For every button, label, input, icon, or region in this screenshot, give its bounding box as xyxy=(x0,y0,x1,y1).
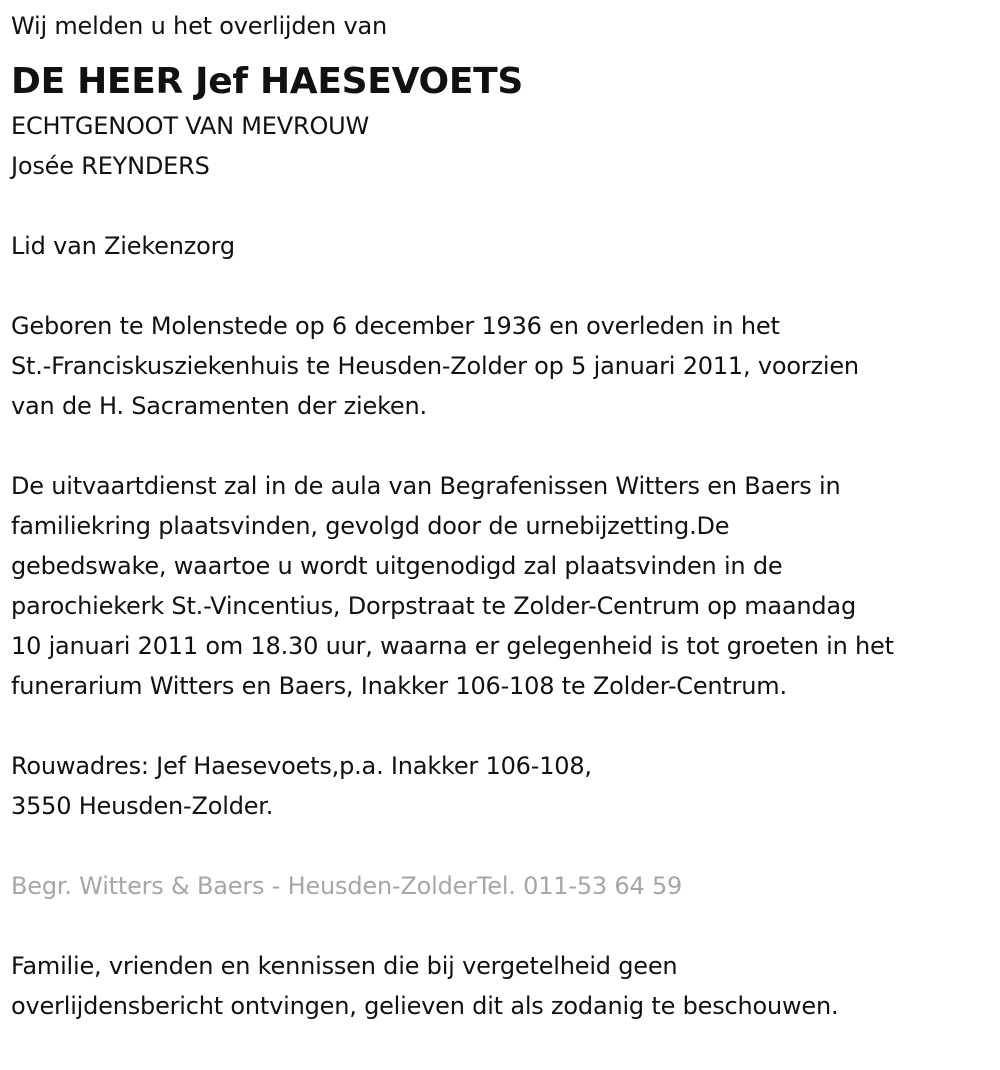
paragraph-line: De uitvaartdienst zal in de aula van Begrafenissen Witters en Baers in xyxy=(11,472,841,500)
closing-paragraph xyxy=(11,946,1000,1026)
paragraph-line: Familie, vrienden en kennissen die bij vergetelheid geen xyxy=(11,952,678,980)
paragraph-line: gebedswake, waartoe u wordt uitgenodigd zal plaatsvinden in de xyxy=(11,552,783,580)
undertaker-info: Begr. Witters & Baers - Heusden-ZolderTel. 011-53 64 59 xyxy=(11,872,683,900)
paragraph-line: 10 januari 2011 om 18.30 uur, waarna er gelegenheid is tot groeten in het xyxy=(11,632,894,660)
paragraph-line: funerarium Witters en Baers, Inakker 106-108 te Zolder-Centrum. xyxy=(11,672,787,700)
spacer xyxy=(11,706,1000,746)
paragraph-line: overlijdensbericht ontvingen, gelieven dit als zodanig te beschouwen. xyxy=(11,992,839,1020)
birth-death-paragraph xyxy=(11,306,1000,426)
spacer xyxy=(11,426,1000,466)
spacer xyxy=(11,186,1000,226)
paragraph-line: parochiekerk St.-Vincentius, Dorpstraat te Zolder-Centrum op maandag xyxy=(11,592,856,620)
spouse-label: ECHTGENOOT VAN MEVROUW xyxy=(11,112,370,140)
membership-text: Lid van Ziekenzorg xyxy=(11,232,235,260)
paragraph-line: van de H. Sacramenten der zieken. xyxy=(11,392,427,420)
spacer xyxy=(11,906,1000,946)
spacer xyxy=(11,826,1000,866)
paragraph-line: Geboren te Molenstede op 6 december 1936 en overleden in het xyxy=(11,312,780,340)
paragraph-line: familiekring plaatsvinden, gevolgd door de urnebijzetting.De xyxy=(11,512,730,540)
intro-text: Wij melden u het overlijden van xyxy=(11,12,387,40)
address-line: Rouwadres: Jef Haesevoets,p.a. Inakker 106-108, xyxy=(11,752,592,780)
mourning-address xyxy=(11,746,1000,826)
funeral-paragraph xyxy=(11,466,1000,706)
spacer xyxy=(11,266,1000,306)
deceased-name-heading: DE HEER Jef HAESEVOETS xyxy=(11,61,523,102)
spouse-name: Josée REYNDERS xyxy=(11,152,210,180)
paragraph-line: St.-Franciskusziekenhuis te Heusden-Zolder op 5 januari 2011, voorzien xyxy=(11,352,859,380)
address-line: 3550 Heusden-Zolder. xyxy=(11,792,274,820)
